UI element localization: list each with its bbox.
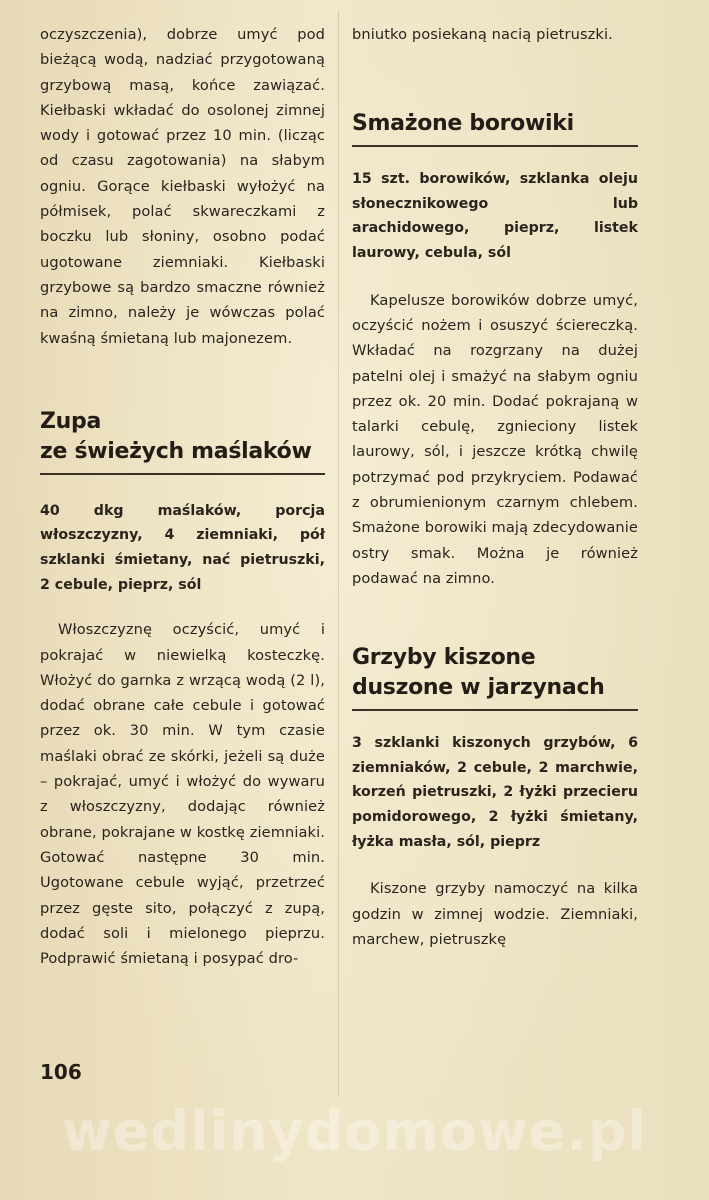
intro-paragraph: oczyszczenia), dobrze umyć pod bieżącą wodą, nadziać przygotowaną grzybową masą, końce zawiązać. Kiełbaski wkładać do osolonej zimnej wody i gotować przez 10 min. (licząc od czasu zagotowania) na słabym ogniu. Gorące kiełbaski wyłożyć na półmisek, polać skwareczkami z boczku lub słoniny, osobno podać ugotowane ziemniaki. Kiełbaski grzybowe są bardzo smaczne również na zimno, należy je wówczas polać kwaśną śmietaną lub majonezem. <box>40 26 325 347</box>
column-gutter <box>338 10 339 1095</box>
recipe-title-line1: Zupa <box>40 408 102 434</box>
recipe-title-zupa <box>40 407 325 467</box>
ingredients-borowiki: 15 szt. borowików, szklanka oleju słonecznikowego lub arachidowego, pieprz, listek laurowy, cebula, sól <box>352 171 638 262</box>
recipe-title-borowiki: Smażone borowiki <box>352 111 574 137</box>
recipe-title-line1: Grzyby kiszone <box>352 645 536 671</box>
recipe-title-line2: ze świeżych maślaków <box>40 438 312 464</box>
recipe-title-grzyby <box>352 643 638 703</box>
left-column <box>40 22 325 971</box>
page-number: 106 <box>40 1060 82 1084</box>
recipe-title-line2: duszone w jarzynach <box>352 675 605 701</box>
ingredients-zupa: 40 dkg maślaków, porcja włoszczyzny, 4 ziemniaki, pół szklanki śmietany, nać pietruszki, 2 cebule, pieprz, sól <box>40 502 325 593</box>
continuation-paragraph: bniutko posiekaną nacią pietruszki. <box>352 26 613 43</box>
right-column <box>352 22 638 952</box>
instructions-borowiki: Kapelusze borowików dobrze umyć, oczyścić nożem i osuszyć ściereczką. Wkładać na rozgrzany na dużej patelni olej i smażyć na słabym ogniu przez ok. 20 min. Dodać pokrajaną w talarki cebulę, zgnieciony listek laurowy, sól, i jeszcze krótką chwilę potrzymać pod przykryciem. Podawać z obrumienionym czarnym chlebem. Smażone borowiki mają zdecydowanie ostry smak. Można je również podawać na zimno. <box>352 291 638 587</box>
watermark: wedlinydomowe.pl <box>61 1100 648 1163</box>
instructions-grzyby: Kiszone grzyby namoczyć na kilka godzin w zimnej wodzie. Ziemniaki, marchew, pietruszkę <box>352 880 638 948</box>
instructions-zupa: Włoszczyznę oczyścić, umyć i pokrajać w niewielką kosteczkę. Włożyć do garnka z wrzącą wodą (2 l), dodać obrane całe cebule i gotować przez ok. 30 min. W tym czasie maślaki obrać ze skórki, jeżeli są duże – pokrajać, umyć i włożyć do wywaru z włoszczyzny, dodając również obrane, pokrajane w kostkę ziemniaki. Gotować następne 30 min. Ugotowane cebule wyjąć, przetrzeć przez gęste sito, połączyć z zupą, dodać soli i mielonego pieprzu. Podprawić śmietaną i posypać dro- <box>40 621 325 968</box>
ingredients-grzyby: 3 szklanki kiszonych grzybów, 6 ziemniaków, 2 cebule, 2 marchwie, korzeń pietruszki, 2 łyżki przecieru pomidorowego, 2 łyżki śmietany, łyżka masła, sól, pieprz <box>352 735 638 850</box>
